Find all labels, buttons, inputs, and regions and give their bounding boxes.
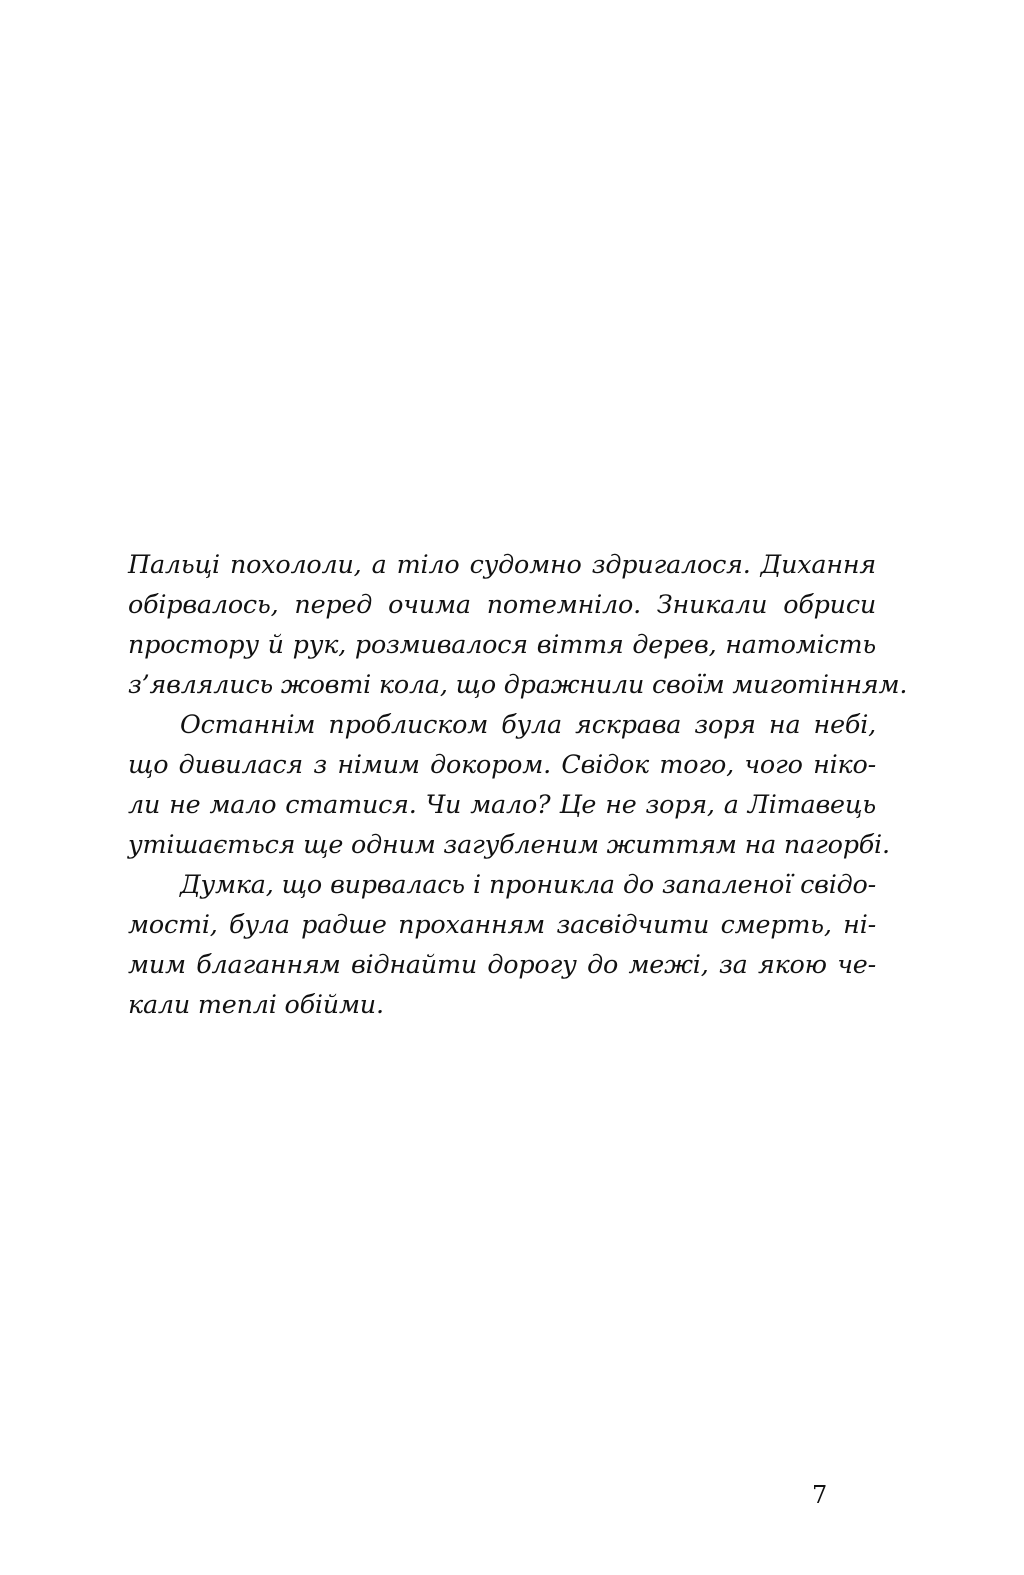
page-number: 7	[812, 1481, 828, 1509]
text-line: Думка, що вирвалась і проникла до запаленої свідо-	[180, 869, 876, 899]
text-line: що дивилася з німим докором. Свідок того, чого ніко-	[128, 749, 876, 779]
text-line: утішається ще одним загубленим життям на пагорбі.	[128, 829, 890, 859]
text-line: мості, була радше проханням засвідчити смерть, ні-	[128, 909, 876, 939]
text-line: мим благанням віднайти дорогу до межі, за якою че-	[128, 949, 876, 979]
text-line: з’являлись жовті кола, що дражнили своїм миготінням.	[128, 669, 908, 699]
text-line: обірвалось, перед очима потемніло. Зникали обриси	[128, 589, 876, 619]
text-line: ли не мало статися. Чи мало? Це не зоря, а Літавець	[128, 789, 876, 819]
text-line: Останнім проблиском була яскрава зоря на небі,	[180, 709, 876, 739]
text-line: кали теплі обійми.	[128, 989, 384, 1019]
body-text	[128, 544, 908, 1024]
text-line: простору й рук, розмивалося віття дерев, натомість	[128, 629, 876, 659]
text-line: Пальці похололи, а тіло судомно здригалося. Дихання	[128, 549, 876, 579]
